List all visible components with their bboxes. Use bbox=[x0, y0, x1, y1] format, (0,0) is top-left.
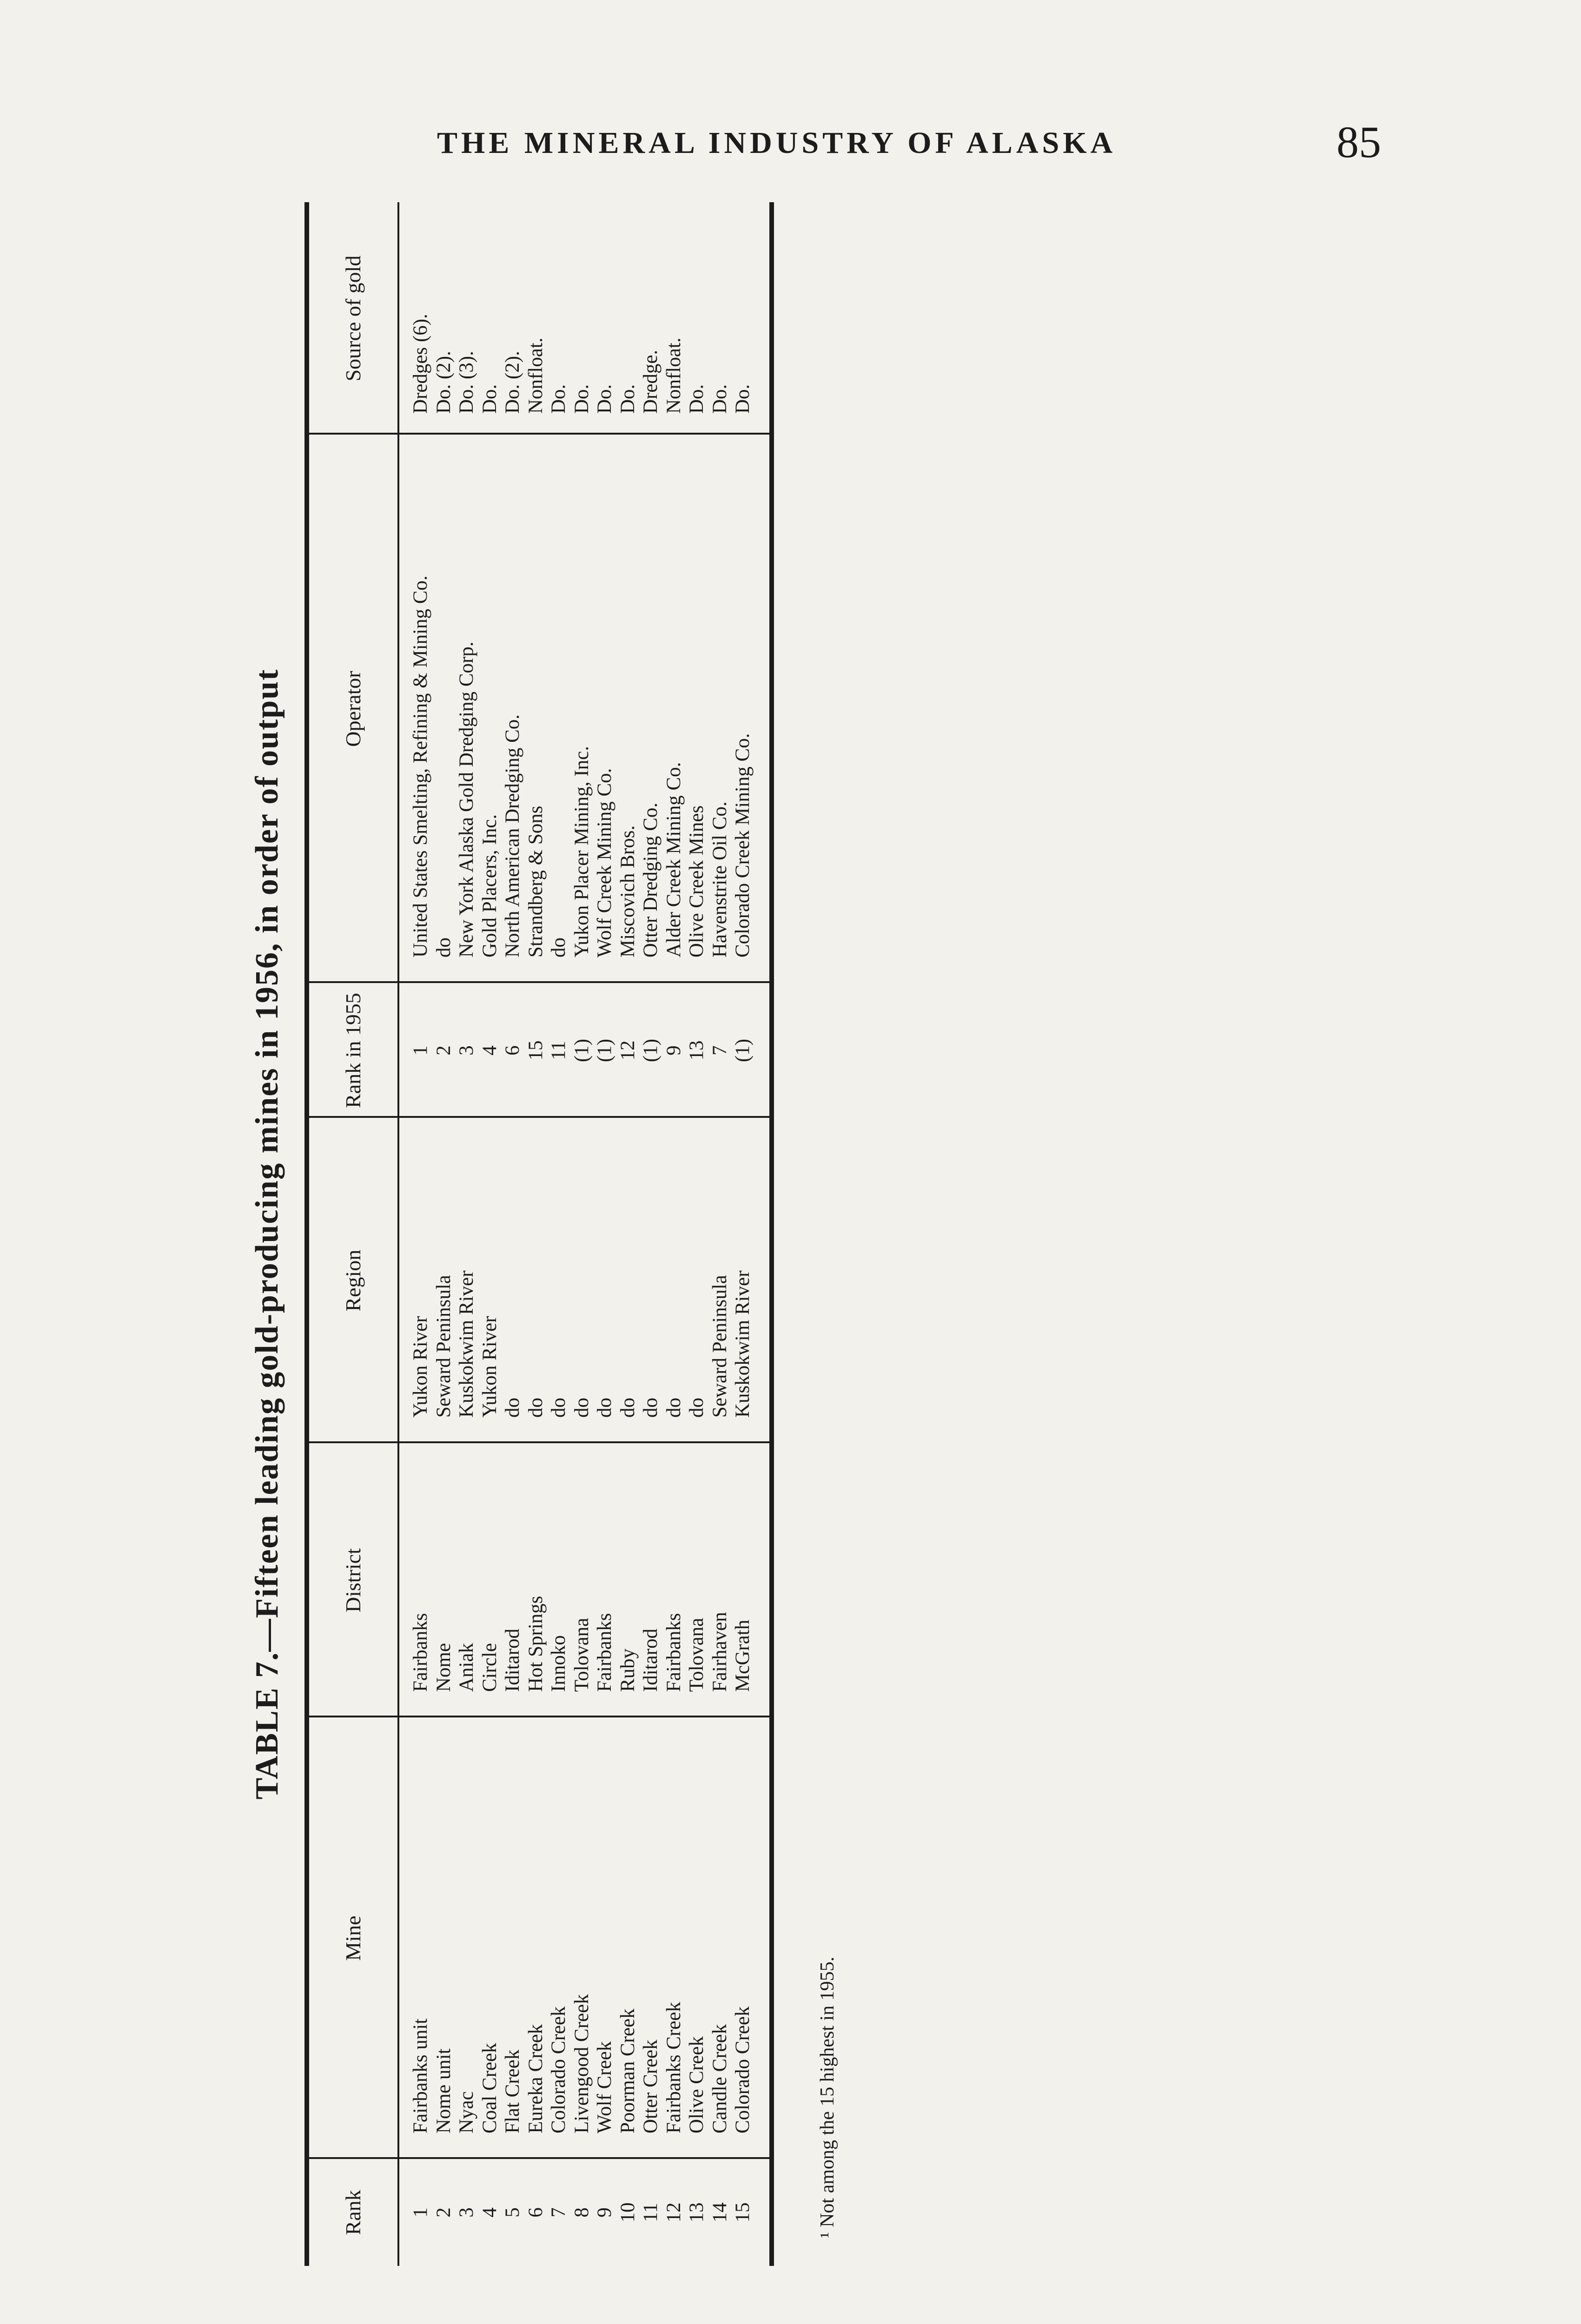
table-header-rule bbox=[397, 202, 399, 2266]
cell-mine: Wolf Creek bbox=[594, 2041, 615, 2133]
table-row bbox=[432, 202, 456, 2266]
cell-rank-1955: 12 bbox=[616, 1040, 639, 1061]
cell-region: do bbox=[594, 1398, 615, 1418]
cell-rank-1955: 6 bbox=[502, 1045, 523, 1056]
cell-operator: North American Dredging Co. bbox=[502, 714, 523, 957]
table-body bbox=[409, 202, 754, 2266]
header-operator: Operator bbox=[341, 671, 365, 747]
cell-rank-1955: 15 bbox=[524, 1040, 547, 1061]
cell-rank-1955: 9 bbox=[662, 1045, 685, 1056]
cell-region: Seward Peninsula bbox=[432, 1275, 455, 1418]
cell-district: Fairbanks bbox=[594, 1613, 615, 1692]
table-header-row bbox=[309, 202, 397, 2266]
cell-operator: United States Smelting, Refining & Mining Co. bbox=[410, 575, 431, 957]
cell-mine: Candle Creek bbox=[708, 2024, 731, 2133]
cell-source: Nonfloat. bbox=[662, 337, 685, 414]
cell-mine: Nome unit bbox=[432, 2048, 455, 2133]
cell-rank: 13 bbox=[686, 2202, 708, 2223]
header-rank-1955: Rank in 1955 bbox=[341, 993, 365, 1108]
cell-mine: Fairbanks unit bbox=[410, 2018, 431, 2133]
cell-district: McGrath bbox=[732, 1619, 754, 1692]
table-row bbox=[639, 202, 662, 2266]
cell-operator: Colorado Creek Mining Co. bbox=[732, 733, 754, 957]
table-row bbox=[685, 202, 708, 2266]
cell-source: Nonfloat. bbox=[524, 337, 547, 414]
cell-rank: 14 bbox=[708, 2202, 731, 2223]
table-row bbox=[524, 202, 548, 2266]
cell-rank: 9 bbox=[594, 2207, 615, 2218]
cell-region: Yukon River bbox=[478, 1316, 501, 1418]
cell-region: Kuskokwim River bbox=[456, 1270, 477, 1418]
cell-source: Do. bbox=[570, 384, 593, 414]
cell-rank-1955: (1) bbox=[640, 1038, 662, 1063]
cell-mine: Livengood Creek bbox=[570, 1994, 593, 2133]
cell-region: do bbox=[662, 1398, 685, 1418]
cell-region: Yukon River bbox=[410, 1316, 431, 1418]
cell-district: Fairhaven bbox=[708, 1612, 731, 1692]
table-row bbox=[708, 202, 732, 2266]
cell-mine: Coal Creek bbox=[478, 2043, 501, 2133]
cell-rank-1955: 2 bbox=[432, 1045, 455, 1056]
cell-source: Do. bbox=[686, 384, 708, 414]
cell-source: Dredges (6). bbox=[410, 314, 431, 414]
header-source: Source of gold bbox=[341, 255, 365, 382]
cell-region: do bbox=[570, 1398, 593, 1418]
cell-source: Do. bbox=[732, 384, 754, 414]
cell-rank-1955: 7 bbox=[708, 1045, 731, 1056]
cell-rank: 1 bbox=[410, 2207, 431, 2218]
cell-district: Innoko bbox=[548, 1635, 569, 1692]
table-row bbox=[593, 202, 616, 2266]
cell-source: Dredge. bbox=[640, 350, 662, 414]
cell-rank-1955: 11 bbox=[548, 1041, 569, 1060]
cell-district: Ruby bbox=[616, 1648, 639, 1692]
cell-rank: 3 bbox=[456, 2207, 477, 2218]
table-footnote: ¹ Not among the 15 highest in 1955. bbox=[817, 1956, 838, 2238]
cell-source: Do. (2). bbox=[502, 351, 523, 414]
cell-mine: Colorado Creek bbox=[732, 2006, 754, 2133]
cell-region: do bbox=[616, 1398, 639, 1418]
cell-district: Tolovana bbox=[570, 1618, 593, 1692]
cell-rank-1955: (1) bbox=[732, 1038, 754, 1063]
cell-source: Do. bbox=[478, 384, 501, 414]
cell-operator: do bbox=[548, 938, 569, 957]
cell-district: Aniak bbox=[456, 1643, 477, 1692]
header-rank: Rank bbox=[341, 2190, 365, 2235]
cell-operator: Wolf Creek Mining Co. bbox=[594, 768, 615, 957]
page-number: 85 bbox=[1336, 117, 1381, 167]
table-row bbox=[478, 202, 502, 2266]
cell-operator: Miscovich Bros. bbox=[616, 825, 639, 957]
table-row bbox=[409, 202, 432, 2266]
header-region: Region bbox=[341, 1249, 365, 1312]
cell-operator: Havenstrite Oil Co. bbox=[708, 801, 731, 957]
cell-rank: 5 bbox=[502, 2207, 523, 2218]
header-mine: Mine bbox=[341, 1915, 365, 1961]
cell-district: Circle bbox=[478, 1643, 501, 1692]
cell-rank-1955: (1) bbox=[570, 1038, 593, 1063]
cell-region: Kuskokwim River bbox=[732, 1270, 754, 1418]
cell-region: do bbox=[524, 1398, 547, 1418]
table-row bbox=[570, 202, 594, 2266]
table-row bbox=[616, 202, 640, 2266]
cell-source: Do. bbox=[594, 384, 615, 414]
cell-rank: 11 bbox=[640, 2203, 662, 2222]
cell-rank-1955: (1) bbox=[594, 1038, 615, 1063]
cell-operator: do bbox=[432, 938, 455, 957]
cell-district: Iditarod bbox=[640, 1628, 662, 1692]
cell-operator: Olive Creek Mines bbox=[686, 805, 708, 957]
cell-district: Iditarod bbox=[502, 1628, 523, 1692]
cell-mine: Colorado Creek bbox=[548, 2006, 569, 2133]
table-row bbox=[547, 202, 570, 2266]
cell-rank-1955: 3 bbox=[456, 1045, 477, 1056]
cell-operator: Otter Dredging Co. bbox=[640, 802, 662, 957]
cell-rank: 10 bbox=[616, 2202, 639, 2223]
cell-district: Hot Springs bbox=[524, 1596, 547, 1692]
cell-district: Fairbanks bbox=[662, 1613, 685, 1692]
cell-operator: Gold Placers, Inc. bbox=[478, 814, 501, 957]
table-row bbox=[731, 202, 754, 2266]
cell-rank: 2 bbox=[432, 2207, 455, 2218]
table-row bbox=[501, 202, 524, 2266]
cell-rank: 7 bbox=[548, 2207, 569, 2218]
rotated-table-block bbox=[242, 202, 846, 2266]
table-bottom-rule bbox=[769, 202, 774, 2266]
table-top-rule bbox=[304, 202, 309, 2266]
gold-mines-table bbox=[304, 202, 769, 2266]
table-row bbox=[455, 202, 478, 2266]
table-row bbox=[662, 202, 686, 2266]
cell-region: do bbox=[502, 1398, 523, 1418]
header-district: District bbox=[341, 1548, 365, 1612]
cell-rank: 6 bbox=[524, 2207, 547, 2218]
cell-region: do bbox=[640, 1398, 662, 1418]
cell-source: Do. (3). bbox=[456, 351, 477, 414]
cell-district: Tolovana bbox=[686, 1618, 708, 1692]
cell-operator: Strandberg & Sons bbox=[524, 805, 547, 957]
cell-mine: Fairbanks Creek bbox=[662, 2001, 685, 2133]
cell-rank: 8 bbox=[570, 2207, 593, 2218]
cell-operator: Yukon Placer Mining, Inc. bbox=[570, 746, 593, 957]
cell-rank: 4 bbox=[478, 2207, 501, 2218]
cell-source: Do. bbox=[548, 384, 569, 414]
cell-district: Nome bbox=[432, 1643, 455, 1692]
cell-mine: Poorman Creek bbox=[616, 2008, 639, 2133]
running-head bbox=[0, 116, 1581, 172]
running-title: THE MINERAL INDUSTRY OF ALASKA bbox=[437, 126, 1117, 160]
cell-rank-1955: 1 bbox=[410, 1045, 431, 1056]
cell-mine: Nyac bbox=[456, 2091, 477, 2133]
cell-operator: Alder Creek Mining Co. bbox=[662, 762, 685, 957]
cell-rank-1955: 4 bbox=[478, 1045, 501, 1056]
cell-rank: 15 bbox=[732, 2202, 754, 2223]
table-title: TABLE 7.—Fifteen leading gold-producing mines in 1956, in order of output bbox=[249, 668, 285, 1800]
cell-source: Do. bbox=[708, 384, 731, 414]
cell-mine: Flat Creek bbox=[502, 2049, 523, 2133]
cell-mine: Olive Creek bbox=[686, 2036, 708, 2133]
cell-mine: Eureka Creek bbox=[524, 2024, 547, 2133]
cell-operator: New York Alaska Gold Dredging Corp. bbox=[456, 641, 477, 957]
cell-rank-1955: 13 bbox=[686, 1040, 708, 1061]
cell-source: Do. bbox=[616, 384, 639, 414]
cell-source: Do. (2). bbox=[432, 351, 455, 414]
cell-rank: 12 bbox=[662, 2202, 685, 2223]
cell-region: Seward Peninsula bbox=[708, 1275, 731, 1418]
cell-region: do bbox=[686, 1398, 708, 1418]
cell-mine: Otter Creek bbox=[640, 2040, 662, 2133]
cell-region: do bbox=[548, 1398, 569, 1418]
cell-district: Fairbanks bbox=[410, 1613, 431, 1692]
